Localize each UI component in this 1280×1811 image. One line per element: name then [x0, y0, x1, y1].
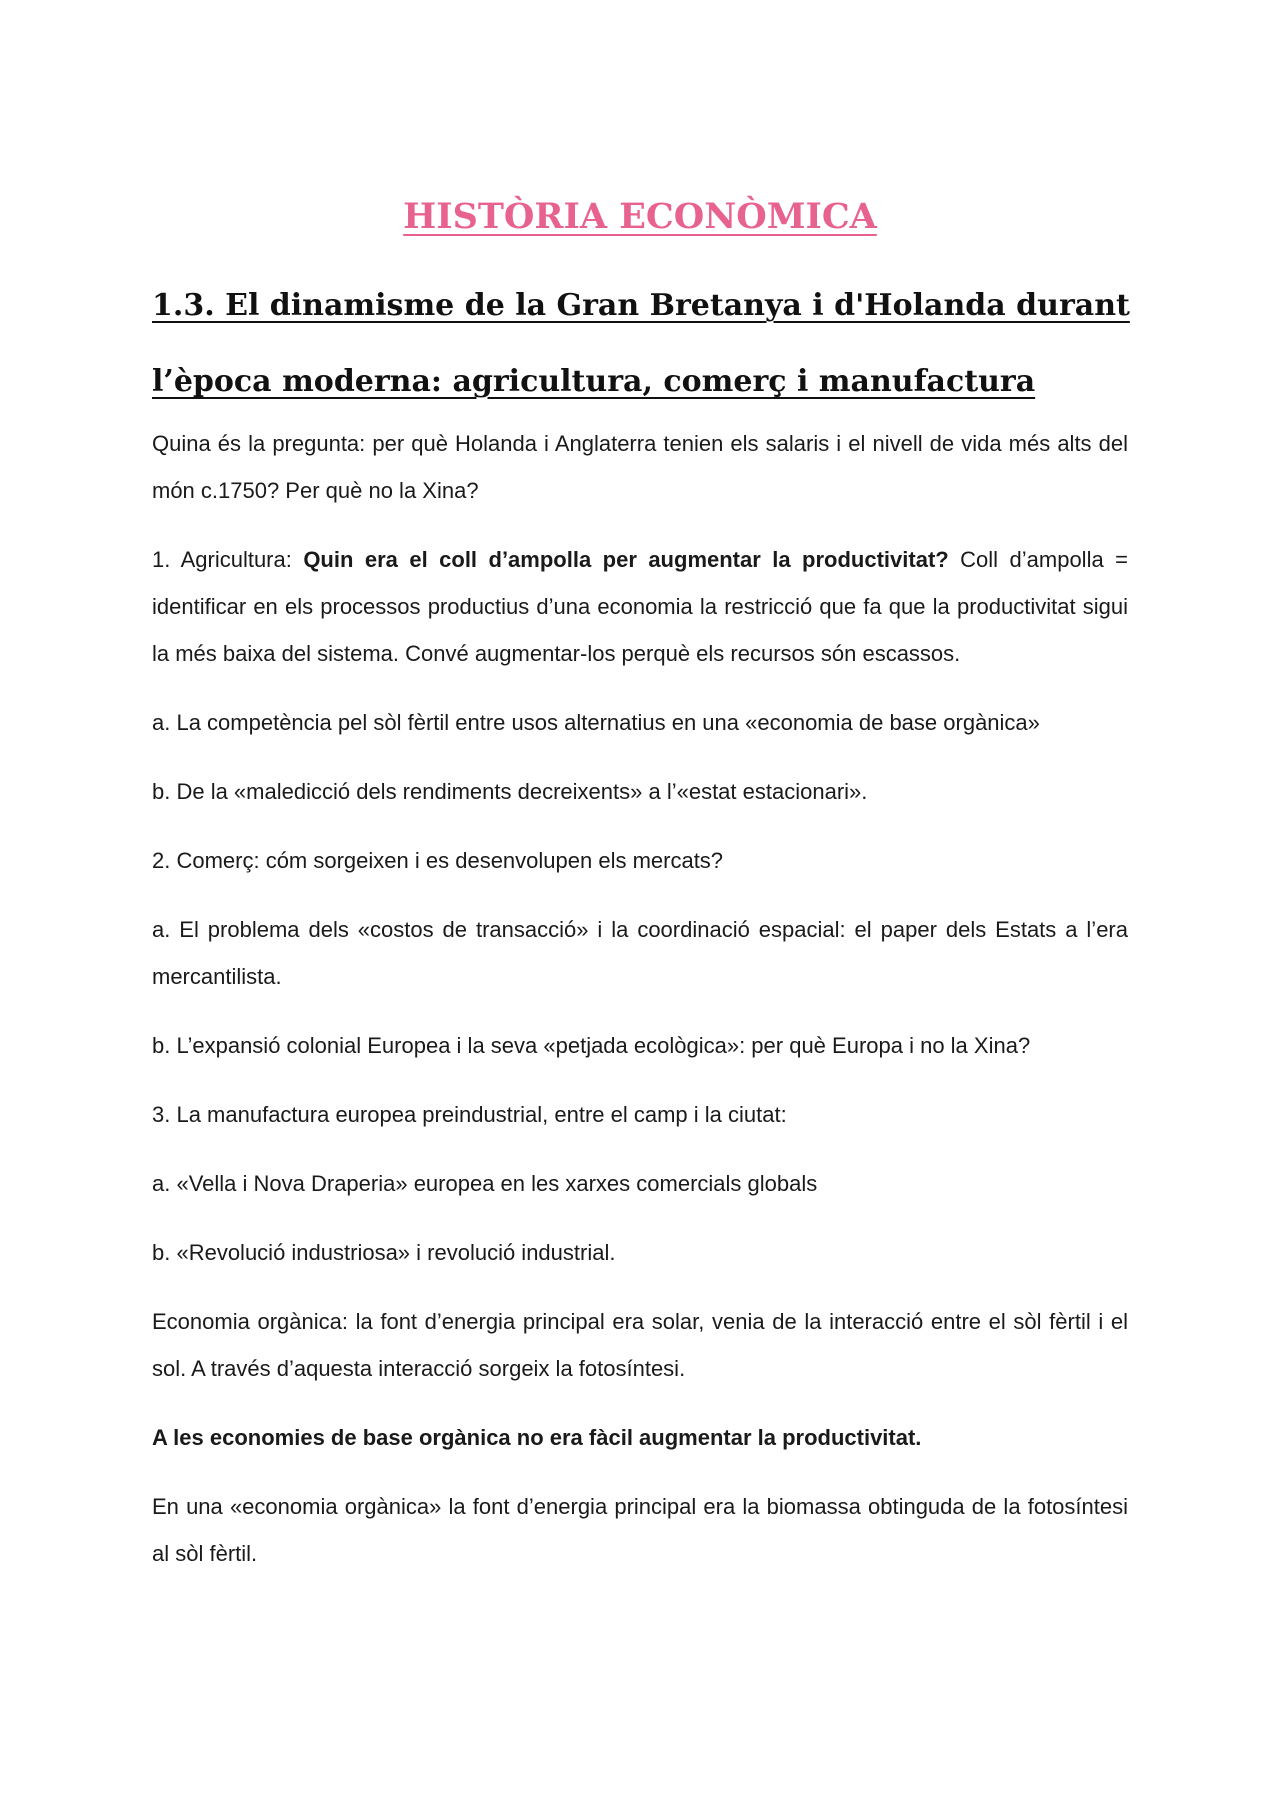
document-body	[152, 420, 1128, 1599]
productivity-bold-text: A les economies de base orgànica no era fàcil augmentar la productivitat.	[152, 1425, 922, 1450]
section-heading	[152, 268, 1132, 420]
paragraph-point-1b: b. De la «maledicció dels rendiments decreixents» a l’«estat estacionari».	[152, 779, 868, 804]
paragraph-commerce: 2. Comerç: cóm sorgeixen i es desenvolupen els mercats?	[152, 848, 724, 873]
paragraph-point-3b: b. «Revolució industriosa» i revolució industrial.	[152, 1240, 616, 1265]
paragraph-question: Quina és la pregunta: per què Holanda i Anglaterra tenien els salaris i el nivell de vida més alts del món c.1750? Per què no la Xina?	[152, 431, 1128, 503]
paragraph-point-3a: a. «Vella i Nova Draperia» europea en les xarxes comercials globals	[152, 1171, 818, 1196]
paragraph-point-1a: a. La competència pel sòl fèrtil entre usos alternatius en una «economia de base orgànica»	[152, 710, 1040, 735]
paragraph-agriculture	[152, 536, 1128, 677]
paragraph-point-2a: a. El problema dels «costos de transacció» i la coordinació espacial: el paper dels Estats a l’era mercantilista.	[152, 917, 1128, 989]
document-title	[0, 196, 1280, 237]
agriculture-prefix: 1. Agricultura:	[152, 547, 304, 572]
paragraph-productivity-bold	[152, 1414, 1128, 1461]
document-title-text: HISTÒRIA ECONÒMICA	[403, 196, 877, 237]
paragraph-point-2b: b. L’expansió colonial Europea i la seva «petjada ecològica»: per què Europa i no la Xina?	[152, 1033, 1031, 1058]
agriculture-definition: Coll d’ampolla = identificar en els processos productius d’una economia la restricció que fa que la productivitat sigui la més baixa del sistema. Convé augmentar-los perquè els recursos són escassos.	[152, 547, 1128, 666]
paragraph-manufacture: 3. La manufactura europea preindustrial, entre el camp i la ciutat:	[152, 1102, 787, 1127]
section-heading-text: 1.3. El dinamisme de la Gran Bretanya i d'Holanda durant l’època moderna: agricultura, comerç i manufactura	[152, 288, 1130, 399]
paragraph-biomass: En una «economia orgànica» la font d’energia principal era la biomassa obtinguda de la fotosíntesi al sòl fèrtil.	[152, 1494, 1128, 1566]
paragraph-organic-economy: Economia orgànica: la font d’energia principal era solar, venia de la interacció entre el sòl fèrtil i el sol. A través d’aquesta interacció sorgeix la fotosíntesi.	[152, 1309, 1128, 1381]
agriculture-bold-question: Quin era el coll d’ampolla per augmentar la productivitat?	[303, 547, 949, 572]
